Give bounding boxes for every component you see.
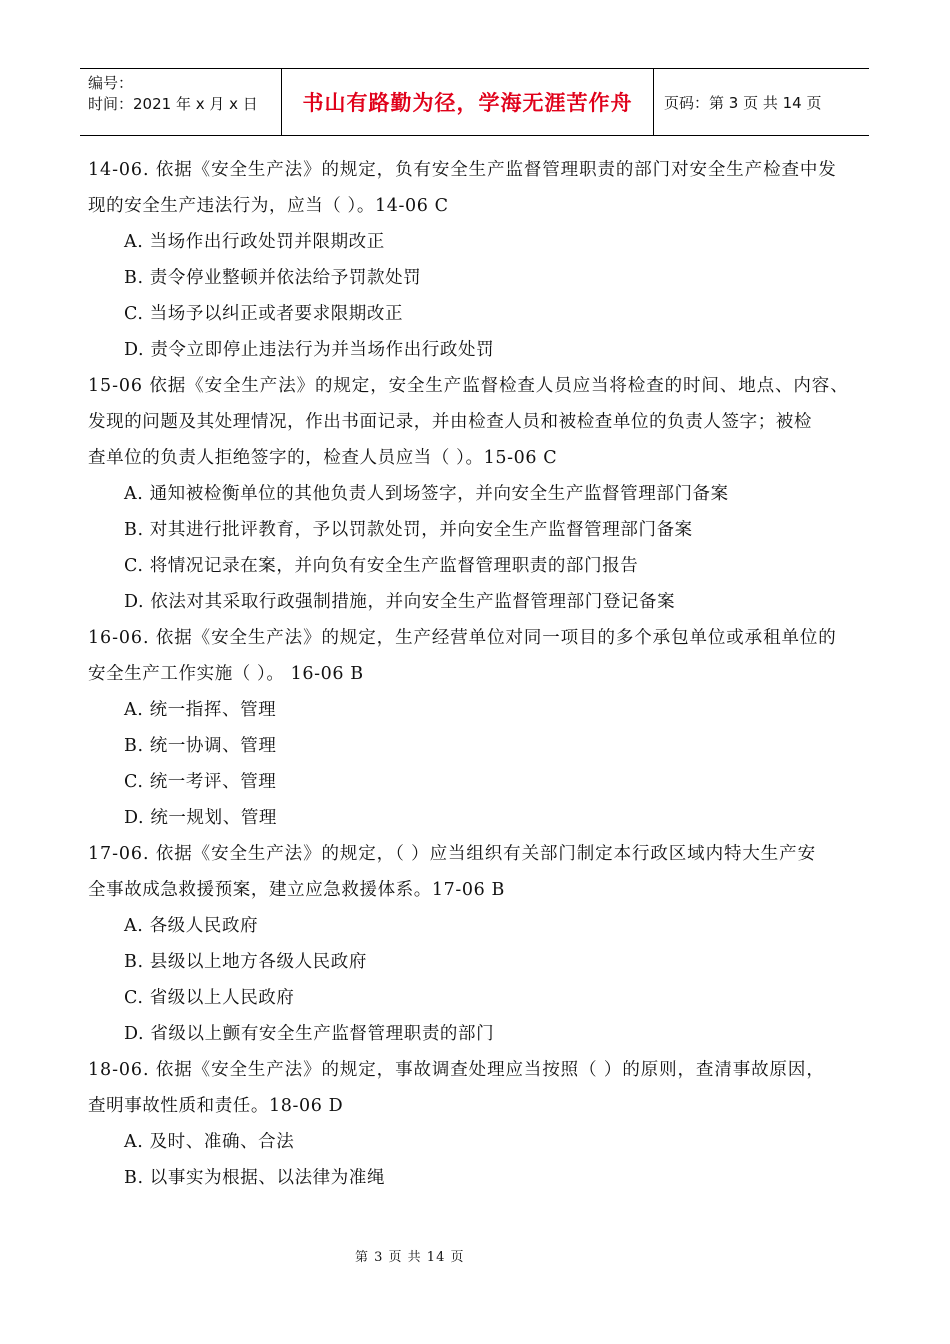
- answer-option: A. 统一指挥、管理: [124, 700, 277, 720]
- document-time-label: 时间：2021 年 x 月 x 日: [88, 95, 258, 113]
- header-meta: [80, 69, 282, 135]
- answer-option: B. 责令停业整顿并依法给予罚款处罚: [124, 268, 422, 288]
- question-list: [88, 152, 870, 1196]
- answer-option: C. 将情况记录在案，并向负有安全生产监督管理职责的部门报告: [124, 556, 639, 576]
- answer-option: B. 以事实为根据、以法律为准绳: [124, 1168, 386, 1188]
- answer-option: A. 及时、准确、合法: [124, 1132, 295, 1152]
- question-text-line: 现的安全生产违法行为，应当（ ）。14-06 C: [88, 196, 449, 216]
- answer-option: D. 责令立即停止违法行为并当场作出行政处罚: [124, 340, 495, 360]
- header-motto: 书山有路勤为径，学海无涯苦作舟: [282, 69, 654, 135]
- answer-option: B. 统一协调、管理: [124, 736, 277, 756]
- question-block: [88, 368, 870, 620]
- question-text-line: 全事故成急救援预案，建立应急救援体系。17-06 B: [88, 880, 505, 900]
- question-block: [88, 620, 870, 836]
- question-text-line: 15-06 依据《安全生产法》的规定，安全生产监督检查人员应当将检查的时间、地点、内容、: [88, 376, 849, 396]
- question-text-line: 16-06. 依据《安全生产法》的规定，生产经营单位对同一项目的多个承包单位或承租单位的: [88, 628, 837, 648]
- answer-option: D. 省级以上颤有安全生产监督管理职责的部门: [124, 1024, 495, 1044]
- question-block: [88, 836, 870, 1052]
- answer-option: A. 各级人民政府: [124, 916, 259, 936]
- question-block: [88, 1052, 870, 1196]
- question-text-line: 发现的问题及其处理情况，作出书面记录，并由检查人员和被检查单位的负责人签字；被检: [88, 412, 812, 432]
- question-text-line: 查单位的负责人拒绝签字的，检查人员应当（ ）。15-06 C: [88, 448, 558, 468]
- question-text-line: 14-06. 依据《安全生产法》的规定，负有安全生产监督管理职责的部门对安全生产检查中发: [88, 160, 837, 180]
- answer-option: A. 通知被检衡单位的其他负责人到场签字，并向安全生产监督管理部门备案: [124, 484, 729, 504]
- page-footer: 第 3 页 共 14 页: [355, 1250, 465, 1265]
- answer-option: D. 依法对其采取行政强制措施，并向安全生产监督管理部门登记备案: [124, 592, 676, 612]
- answer-option: C. 当场予以纠正或者要求限期改正: [124, 304, 404, 324]
- answer-option: D. 统一规划、管理: [124, 808, 278, 828]
- document-number-label: 编号：: [88, 74, 134, 92]
- answer-option: C. 统一考评、管理: [124, 772, 277, 792]
- answer-option: B. 县级以上地方各级人民政府: [124, 952, 367, 972]
- answer-option: A. 当场作出行政处罚并限期改正: [124, 232, 385, 252]
- page-header: [80, 68, 869, 136]
- question-text-line: 安全生产工作实施（ ）。 16-06 B: [88, 664, 364, 684]
- question-text-line: 查明事故性质和责任。18-06 D: [88, 1096, 344, 1116]
- answer-option: C. 省级以上人民政府: [124, 988, 295, 1008]
- answer-option: B. 对其进行批评教育，予以罚款处罚，并向安全生产监督管理部门备案: [124, 520, 693, 540]
- question-block: [88, 152, 870, 368]
- question-text-line: 17-06. 依据《安全生产法》的规定，（ ）应当组织有关部门制定本行政区域内特大生产安: [88, 844, 816, 864]
- header-page-info: 页码：第 3 页 共 14 页: [664, 93, 822, 112]
- question-text-line: 18-06. 依据《安全生产法》的规定，事故调查处理应当按照（ ）的原则，查清事故原因，: [88, 1060, 825, 1080]
